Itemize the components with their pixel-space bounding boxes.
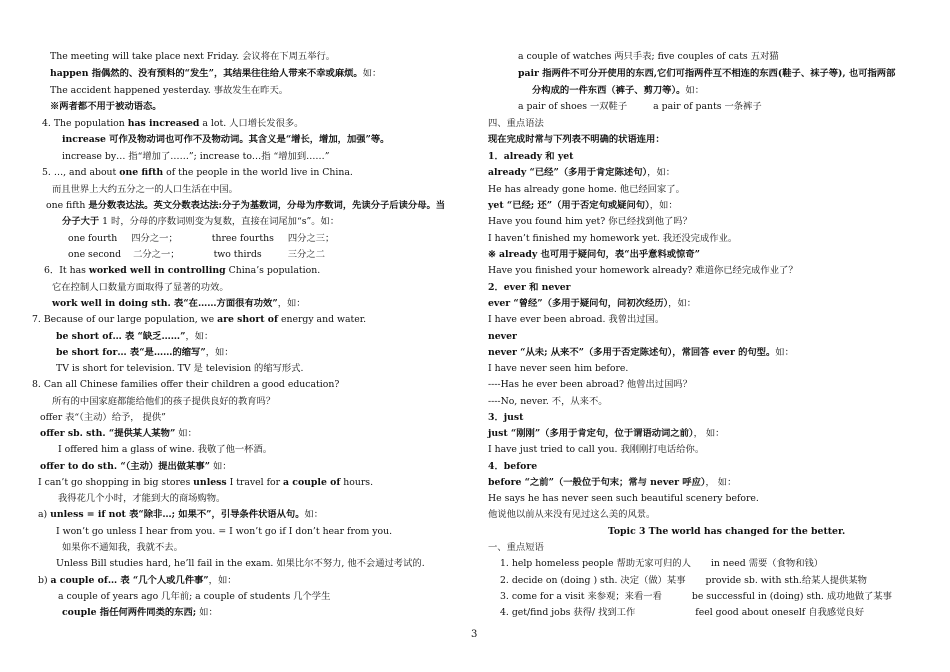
bold-text-segment: ever “曾经”（多用于疑问句，问初次经历） [488, 298, 669, 309]
text-line [56, 525, 392, 539]
text-line [488, 248, 700, 262]
bold-text-segment: pair 指两件不可分开使用的东西,它们可指两件互不相连的东西(鞋子、袜子等), 也可指两部 [518, 68, 896, 79]
text-line [62, 150, 329, 164]
text-segment: two thirds [213, 249, 262, 260]
text-segment: 一、重点短语 [488, 542, 544, 553]
text-segment: 三分之二 [287, 249, 325, 260]
bold-text-segment: 现在完成时常与下列表不明确的状语连用： [488, 134, 665, 145]
bold-text-segment: never [488, 331, 517, 342]
text-segment: 如： [196, 607, 218, 618]
text-line [488, 378, 692, 392]
text-segment: I haven’t finished my homework yet. 我还没完成作业。 [488, 233, 738, 244]
bold-text-segment: a couple of… 表 “几个人或几件事” [50, 575, 209, 586]
text-segment: 1 时，分母的序数词则变为复数，直接在词尾加“s”。如： [99, 216, 340, 227]
text-segment: ， 如： [705, 477, 737, 488]
text-line [488, 166, 675, 180]
bold-text-segment: one fifth [119, 167, 164, 178]
bold-text-segment: ※两者都不用于被动语态。 [50, 101, 162, 112]
text-segment: hours. [340, 477, 374, 488]
text-segment: ，如： [185, 331, 214, 342]
text-segment: a couple of years ago 几年前; a couple of students 几个学生 [58, 591, 331, 602]
text-segment: 我得花几个小时，才能到大的商场购物。 [58, 493, 226, 504]
text-line [52, 281, 229, 295]
text-line [518, 67, 895, 81]
page-number: 3 [471, 629, 478, 640]
text-segment: 1. help homeless people 帮助无家可归的人 [500, 558, 691, 569]
bold-text-segment: 3．just [488, 412, 524, 423]
text-line [488, 460, 537, 474]
text-line [62, 133, 389, 147]
text-segment: 2. decide on (doing ) sth. 决定（做）某事 [500, 575, 686, 586]
text-line [488, 199, 678, 213]
text-segment: of the people in the world live in China. [163, 167, 353, 178]
text-line [58, 443, 272, 457]
text-line [518, 50, 779, 64]
text-segment: increase by… 指“增加了……”; increase to…指 “增加到……” [62, 151, 330, 162]
text-segment: 6．It has [44, 265, 89, 276]
bold-text-segment: offer to do sth. “（主动）提出做某事” [40, 461, 211, 472]
bold-text-segment: offer sb. sth. “提供某人某物” [40, 428, 176, 439]
bold-text-segment: unless = if not 表“除非…; 如果不”，引导条件状语从句。 [50, 509, 305, 520]
text-line [42, 166, 353, 180]
text-line [608, 525, 845, 539]
text-segment: one fifth [46, 200, 89, 211]
bold-text-segment: 2．ever 和 never [488, 282, 571, 293]
text-segment: I offered him a glass of wine. 我敬了他一杯酒。 [58, 444, 273, 455]
text-line [488, 346, 794, 360]
text-line [488, 541, 544, 555]
text-segment: He says he has never seen such beautiful scenery before. [488, 493, 759, 504]
text-segment: 如： [362, 68, 382, 79]
text-line [488, 297, 696, 311]
text-segment: I have ever been abroad. 我曾出过国。 [488, 314, 665, 325]
text-segment: provide sb. with sth.给某人提供某物 [705, 575, 867, 586]
bold-text-segment: 1．already 和 yet [488, 151, 574, 162]
bold-text-segment: already “已经”（多用于肯定陈述句） [488, 167, 648, 178]
text-segment: 它在控制人口数量方面取得了显著的功效。 [52, 282, 229, 293]
text-line [500, 590, 892, 604]
text-line [50, 50, 335, 64]
text-segment: 而且世界上大约五分之一的人口生活在中国。 [52, 184, 238, 195]
text-segment: 如： [685, 85, 705, 96]
bold-text-segment: happen 指偶然的、没有预料的“发生”，其结果往往给人带来不幸或麻烦。 [50, 68, 363, 79]
bold-text-segment: be short for… 表“是……的缩写” [56, 347, 206, 358]
text-segment: ，如： [647, 167, 676, 178]
bold-text-segment: 分子大于 [62, 216, 100, 227]
text-segment: China’s population. [225, 265, 321, 276]
text-line [46, 199, 445, 213]
text-segment: 7. Because of our large population, we [32, 314, 218, 325]
text-segment: 4. The population [42, 118, 128, 129]
text-segment: I travel for [226, 477, 284, 488]
text-segment: 四分之一； [131, 233, 178, 244]
text-segment: 如： [175, 428, 197, 439]
text-segment: be successful in (doing) sth. 成功地做了某事 [691, 591, 892, 602]
text-line [40, 427, 197, 441]
text-line [488, 476, 736, 490]
bold-text-segment: 分构成的一件东西（裤子、剪刀等）。 [532, 85, 686, 96]
text-segment: Have you found him yet? 你已经找到他了吗？ [488, 216, 692, 227]
text-line [58, 590, 330, 604]
text-segment: 所有的中国家庭都能给他们的孩子提供良好的教育吗？ [52, 396, 276, 407]
text-segment: The accident happened yesterday. 事故发生在昨天。 [50, 85, 289, 96]
text-segment: a pair of shoes 一双鞋子 [518, 101, 628, 112]
text-segment: 二分之一； [133, 249, 180, 260]
text-segment: a pair of pants 一条裤子 [653, 101, 762, 112]
text-segment: ，如： [205, 347, 234, 358]
bold-text-segment: increase 可作及物动词也可作不及物动词。其含义是“增长，增加，加强”等。 [62, 134, 390, 145]
text-segment: a lot. 人口增长发很多。 [199, 118, 304, 129]
text-segment: 如： [775, 347, 794, 358]
text-line [32, 313, 366, 327]
text-line [488, 232, 737, 246]
text-segment: I have just tried to call you. 我刚刚打电话给你。 [488, 444, 705, 455]
bold-text-segment: Topic 3 The world has changed for the better. [608, 526, 846, 537]
text-segment: energy and water. [278, 314, 367, 325]
bold-text-segment: a couple of [283, 477, 341, 488]
text-line [32, 378, 339, 392]
text-line [62, 606, 218, 620]
text-segment: 如： [210, 461, 232, 472]
text-segment: ，如： [277, 298, 306, 309]
text-line [488, 281, 571, 295]
text-line [488, 183, 685, 197]
text-line [500, 557, 823, 571]
text-line [42, 117, 303, 131]
text-segment: 四、重点语法 [488, 118, 544, 129]
bold-text-segment: worked well in controlling [88, 265, 226, 276]
text-segment: ，如： [649, 200, 678, 211]
text-segment: a) [38, 509, 51, 520]
text-segment: 如： [304, 509, 324, 520]
text-segment: TV is short for television. TV 是 television 的缩写形式. [56, 363, 304, 374]
text-segment: in need 需要（食物和钱） [710, 558, 824, 569]
text-line [488, 264, 798, 278]
text-segment: b) [38, 575, 51, 586]
text-line [56, 557, 425, 571]
text-line [56, 362, 303, 376]
text-line [56, 346, 234, 360]
text-segment: ， 如： [693, 428, 725, 439]
text-line [500, 574, 867, 588]
text-line [500, 606, 864, 620]
bold-text-segment: are short of [217, 314, 278, 325]
text-line [38, 476, 373, 490]
text-segment: 四分之三； [287, 233, 335, 244]
bold-text-segment: be short of… 表 “缺乏……” [56, 331, 186, 342]
text-segment: ，如： [668, 298, 697, 309]
text-segment: one fourth [68, 233, 118, 244]
text-segment: three fourths [211, 233, 274, 244]
text-segment: Have you finished your homework already? 难道你已经完成作业了？ [488, 265, 798, 276]
bold-text-segment: 是分数表达法。英文分数表达法:分子为基数词，分母为序数词，先读分子后读分母。当 [88, 200, 446, 211]
text-segment: 4. get/find jobs 获得/ 找到工作 [500, 607, 636, 618]
text-line [38, 508, 323, 522]
bold-text-segment: yet “已经; 还”（用于否定句或疑问句） [488, 200, 650, 211]
text-line [62, 215, 339, 229]
text-line [488, 313, 664, 327]
text-line [50, 100, 162, 114]
text-line [488, 508, 655, 522]
text-line [488, 411, 523, 425]
text-line [52, 183, 238, 197]
text-line [52, 297, 306, 311]
text-line [488, 362, 628, 376]
text-segment: The meeting will take place next Friday. 会议将在下周五举行。 [50, 51, 336, 62]
text-segment: ----No, never. 不，从来不。 [488, 396, 608, 407]
text-segment: He has already gone home. 他已经回家了。 [488, 184, 685, 195]
bold-text-segment: couple 指任何两件同类的东西; [62, 607, 197, 618]
text-line [68, 248, 325, 262]
text-line [488, 492, 759, 506]
bold-text-segment: before “之前”（一般位于句末；常与 never 呼应） [488, 477, 706, 488]
text-line [488, 117, 544, 131]
text-segment: ----Has he ever been abroad? 他曾出过国吗？ [488, 379, 692, 390]
text-line [488, 443, 704, 457]
text-line [488, 215, 692, 229]
text-segment: I won’t go unless I hear from you. = I won’t go if I don’t hear from you. [56, 526, 393, 537]
text-line [58, 492, 225, 506]
text-line [68, 232, 334, 246]
text-line [488, 330, 517, 344]
text-segment: I can’t go shopping in big stores [38, 477, 194, 488]
text-segment: ，如： [208, 575, 237, 586]
text-segment: Unless Bill studies hard, he’ll fail in the exam. 如果比尔不努力, 他不会通过考试的. [56, 558, 425, 569]
text-line [62, 541, 183, 555]
bold-text-segment: never “从未; 从来不”（多用于否定陈述句），常回答 ever 的句型。 [488, 347, 776, 358]
text-segment: offer 表“（主动）给予， 提供” [40, 412, 166, 423]
text-line [50, 67, 381, 81]
text-segment: a couple of watches 两只手表; five couples of cats 五对猫 [518, 51, 779, 62]
text-line [40, 411, 166, 425]
bold-text-segment: work well in doing sth. 表“在……方面很有功效” [52, 298, 278, 309]
text-line [488, 150, 573, 164]
text-line [50, 84, 288, 98]
text-segment: 5. …, and about [42, 167, 120, 178]
text-line [56, 330, 213, 344]
text-line [532, 84, 704, 98]
text-segment: 3. come for a visit 来参观；来看一看 [500, 591, 662, 602]
text-line [38, 574, 237, 588]
text-line [44, 264, 320, 278]
text-line [488, 395, 608, 409]
text-line [488, 427, 724, 441]
text-line [518, 100, 762, 114]
text-segment: feel good about oneself 自我感觉良好 [695, 607, 864, 618]
text-segment: I have never seen him before. [488, 363, 629, 374]
bold-text-segment: has increased [127, 118, 200, 129]
text-line [52, 395, 275, 409]
bold-text-segment: just “刚刚”（多用于肯定句，位于谓语动词之前） [488, 428, 694, 439]
text-segment: 他说他以前从来没有见过这么美的风景。 [488, 509, 656, 520]
text-line [40, 460, 232, 474]
bold-text-segment: unless [193, 477, 227, 488]
text-segment: 如果你不通知我，我就不去。 [62, 542, 183, 553]
text-line [488, 133, 665, 147]
bold-text-segment: 4．before [488, 461, 538, 472]
text-segment: 8. Can all Chinese families offer their children a good education? [32, 379, 340, 390]
bold-text-segment: ※ already 也可用于疑问句，表“出乎意料或惊奇” [488, 249, 701, 260]
text-segment: one second [68, 249, 122, 260]
